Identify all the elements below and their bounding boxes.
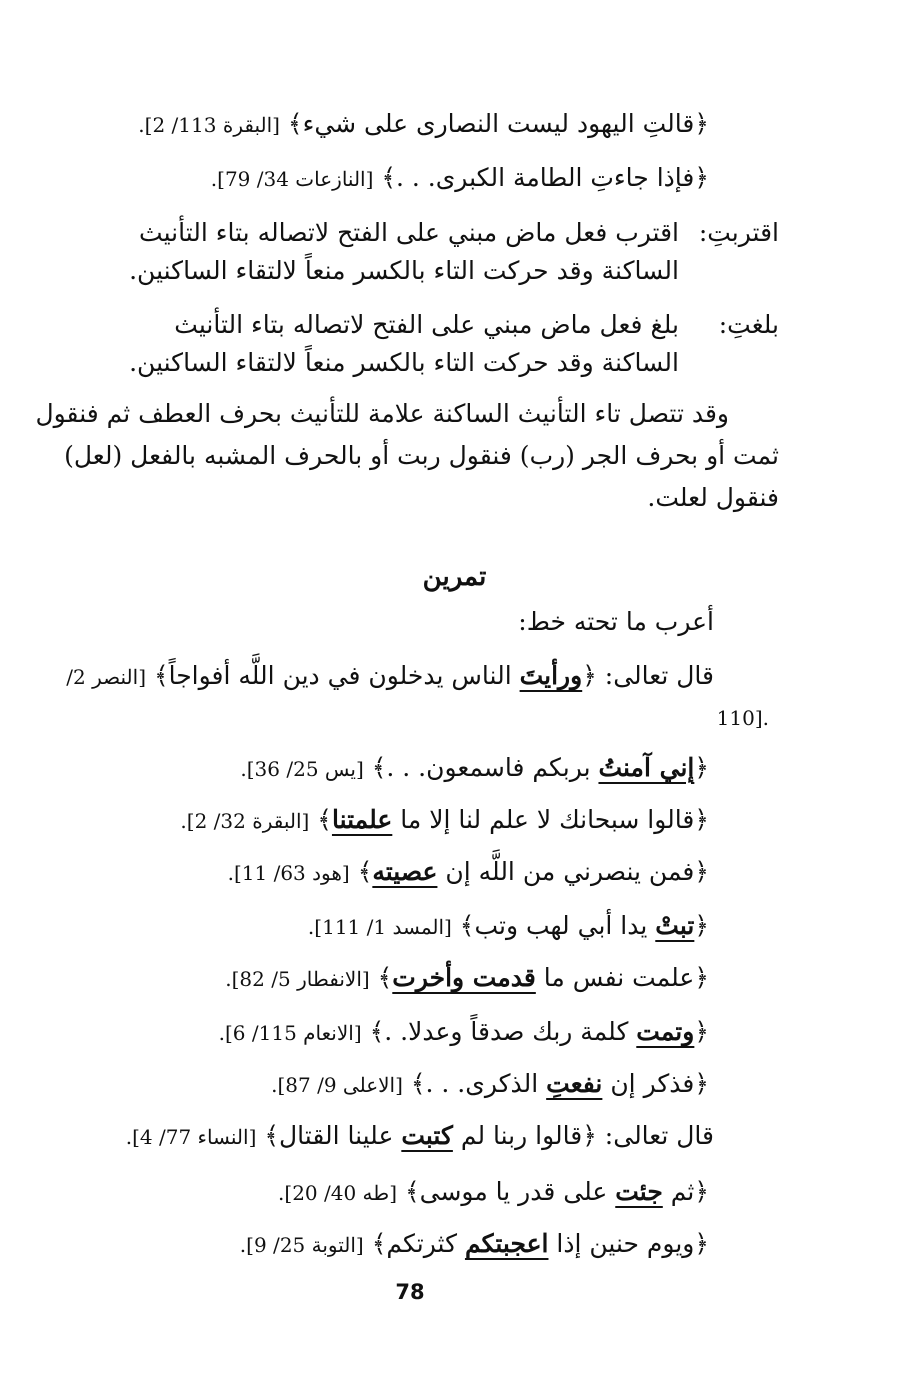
exercise-item bbox=[126, 1120, 714, 1153]
item-text: الذكرى. . .﴾ bbox=[410, 1069, 547, 1098]
item-text: ﴿علمت نفس ما bbox=[535, 963, 709, 992]
quote-reference: [طه 40/ 20]. bbox=[278, 1181, 398, 1205]
intro-text: الناس يدخلون في دين اللَّه أفواجاً﴾ bbox=[153, 661, 520, 690]
paragraph-line: فنقول لعلت. bbox=[647, 483, 779, 512]
definition-term: بلغتِ: bbox=[718, 310, 779, 339]
exercise-item bbox=[278, 1176, 709, 1209]
quote-reference: [الاعلى 9/ 87]. bbox=[271, 1073, 403, 1097]
quote-reference: [يس 25/ 36]. bbox=[240, 757, 364, 781]
item-text: ﴿فمن ينصرني من اللَّه إن bbox=[437, 857, 709, 886]
quote-reference: [هود 63/ 11]. bbox=[227, 861, 350, 885]
exercise-item bbox=[240, 752, 709, 785]
underlined-word: جئت bbox=[615, 1177, 663, 1206]
exercise-item bbox=[180, 804, 709, 837]
quote-reference-continued: 110]. bbox=[716, 706, 769, 730]
definition-line: اقترب فعل ماض مبني على الفتح لاتصاله بتاء التأنيث bbox=[139, 218, 679, 247]
underlined-word: وتمت bbox=[636, 1017, 695, 1046]
exercise-instruction: أعرب ما تحته خط: bbox=[518, 607, 714, 636]
underlined-word: عصيته bbox=[372, 857, 438, 886]
item-text: ﴿ bbox=[694, 753, 709, 782]
exercise-item bbox=[271, 1068, 709, 1101]
paragraph-line: ثمت أو بحرف الجر (رب) فنقول ربت أو بالحرف المشبه بالفعل (لعل) bbox=[64, 441, 779, 470]
paragraph-line: وقد تتصل تاء التأنيث الساكنة علامة للتأنيث بحرف العطف ثم فنقول bbox=[35, 399, 729, 428]
item-text: يدا أبي لهب وتب﴾ bbox=[459, 911, 656, 940]
quote-reference: [النازعات 34/ 79]. bbox=[210, 167, 374, 191]
underlined-word: إني آمنتُ bbox=[598, 753, 695, 782]
intro-text: قال تعالى: ﴿ bbox=[582, 661, 714, 690]
page-number: 78 bbox=[395, 1280, 425, 1304]
exercise-item bbox=[225, 962, 709, 995]
underlined-word: ورأيتَ bbox=[519, 661, 583, 690]
item-text: كلمة ربك صدقاً وعدلا. .﴾ bbox=[369, 1017, 637, 1046]
item-text: ﴾ bbox=[377, 963, 393, 992]
item-text: ﴿ويوم حنين إذا bbox=[548, 1229, 709, 1258]
quote-reference: [البقرة 113/ 2]. bbox=[138, 113, 280, 137]
underlined-word: نفعتِ bbox=[546, 1069, 603, 1098]
item-text: ﴿ثم bbox=[662, 1177, 709, 1206]
item-text: ﴿قالوا سبحانك لا علم لنا إلا ما bbox=[392, 805, 709, 834]
quote-line bbox=[211, 162, 709, 195]
quote-reference: [التوبة 25/ 9]. bbox=[239, 1233, 364, 1257]
definition-entry bbox=[59, 306, 779, 386]
quote-reference: [البقرة 32/ 2]. bbox=[180, 809, 310, 833]
item-text: على قدر يا موسى﴾ bbox=[404, 1177, 616, 1206]
item-text: بربكم فاسمعون. . .﴾ bbox=[371, 753, 599, 782]
quote-text: ﴿فإذا جاءتِ الطامة الكبرى. . .﴾ bbox=[381, 163, 709, 192]
quote-reference: [المسد 1/ 111]. bbox=[307, 915, 452, 939]
definition-term: اقتربتِ: bbox=[698, 218, 779, 247]
exercise-item bbox=[240, 1228, 709, 1261]
quote-reference: [الانفطار 5/ 82]. bbox=[225, 967, 370, 991]
quote-reference: [النساء 77/ 4]. bbox=[125, 1125, 257, 1149]
exercise-item bbox=[228, 856, 709, 889]
quote-reference: [النصر 2/ bbox=[66, 665, 146, 689]
quote-reference: [الانعام 115/ 6]. bbox=[218, 1021, 362, 1045]
item-text: ﴿فذكر إن bbox=[602, 1069, 709, 1098]
item-text: علينا القتال﴾ bbox=[264, 1121, 402, 1150]
definition-line: بلغ فعل ماض مبني على الفتح لاتصاله بتاء التأنيث bbox=[174, 310, 679, 339]
definition-line: الساكنة وقد حركت التاء بالكسر منعاً لالتقاء الساكنين. bbox=[129, 348, 679, 377]
underlined-word: كتبت bbox=[401, 1121, 453, 1150]
exercise-heading: تمرين bbox=[422, 562, 487, 592]
item-text: ﴾ bbox=[357, 857, 373, 886]
item-text: ﴿ bbox=[694, 911, 709, 940]
underlined-word: علمتنا bbox=[331, 805, 393, 834]
quote-line bbox=[138, 108, 709, 141]
quote-text: ﴿قالتِ اليهود ليست النصارى على شيء﴾ bbox=[287, 109, 709, 138]
exercise-item bbox=[219, 1016, 709, 1049]
underlined-word: تبتْ bbox=[655, 911, 695, 940]
item-text: قال تعالى: ﴿قالوا ربنا لم bbox=[452, 1121, 714, 1150]
item-text: ﴿ bbox=[694, 1017, 709, 1046]
item-text: ﴾ bbox=[317, 805, 332, 834]
exercise-intro bbox=[66, 660, 714, 693]
exercise-item bbox=[308, 910, 709, 943]
definition-entry bbox=[59, 214, 779, 294]
underlined-word: قدمت وأخرت bbox=[392, 963, 536, 992]
item-text: كثرتكم﴾ bbox=[371, 1229, 465, 1258]
underlined-word: اعجبتكم bbox=[464, 1229, 549, 1258]
definition-line: الساكنة وقد حركت التاء بالكسر منعاً لالتقاء الساكنين. bbox=[129, 256, 679, 285]
